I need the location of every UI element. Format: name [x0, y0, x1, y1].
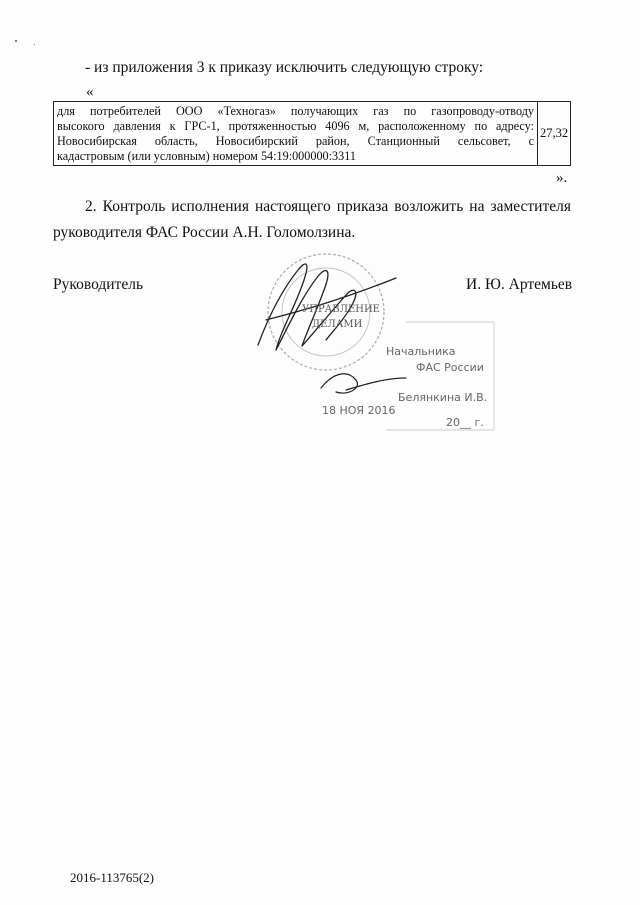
table-line: высокого давления к ГРС-1, протяженностью 4096 м, расположенному по адресу: [57, 119, 534, 133]
table-line: для потребителей ООО «Техногаз» получающих газ по газопроводу-отводу [57, 104, 534, 118]
paragraph-line: руководителя ФАС России А.Н. Голомолзина. [53, 224, 356, 241]
table-line: Новосибирская область, Новосибирский район, Станционный сельсовет, с [57, 134, 534, 148]
copy-stamp-date: 18 НОЯ 2016 [322, 404, 396, 417]
table-line: кадастровым (или условным) номером 54:19:000000:3311 [57, 149, 356, 163]
stamp-signature-area [236, 250, 506, 440]
registration-number: 2016-113765(2) [70, 870, 155, 885]
paragraph-control [53, 194, 571, 246]
table-cell-description [54, 102, 538, 165]
copy-stamp-line2: ФАС России [416, 361, 484, 374]
seal-text-line1: УПРАВЛЕНИЕ [302, 304, 380, 315]
scan-speck [34, 44, 35, 45]
intro-line: - из приложения 3 к приказу исключить следующую строку: [85, 59, 484, 76]
scan-speck [15, 40, 17, 42]
excluded-row-table [53, 101, 571, 166]
copy-stamp-name: Белянкина И.В. [398, 391, 488, 404]
quote-open: « [86, 84, 94, 100]
signatory-position: Руководитель [53, 276, 144, 293]
signatory-name: И. Ю. Артемьев [466, 276, 573, 293]
quote-close: ». [556, 170, 568, 186]
copy-stamp-year: 20__ г. [446, 416, 484, 429]
paragraph-line: 2. Контроль исполнения настоящего приказа возложить на заместителя [85, 198, 571, 215]
seal-text-line2: ДЕЛАМИ [312, 319, 363, 330]
copy-stamp-line1: Начальника [386, 345, 456, 358]
table-cell-value: 27,32 [539, 126, 569, 140]
